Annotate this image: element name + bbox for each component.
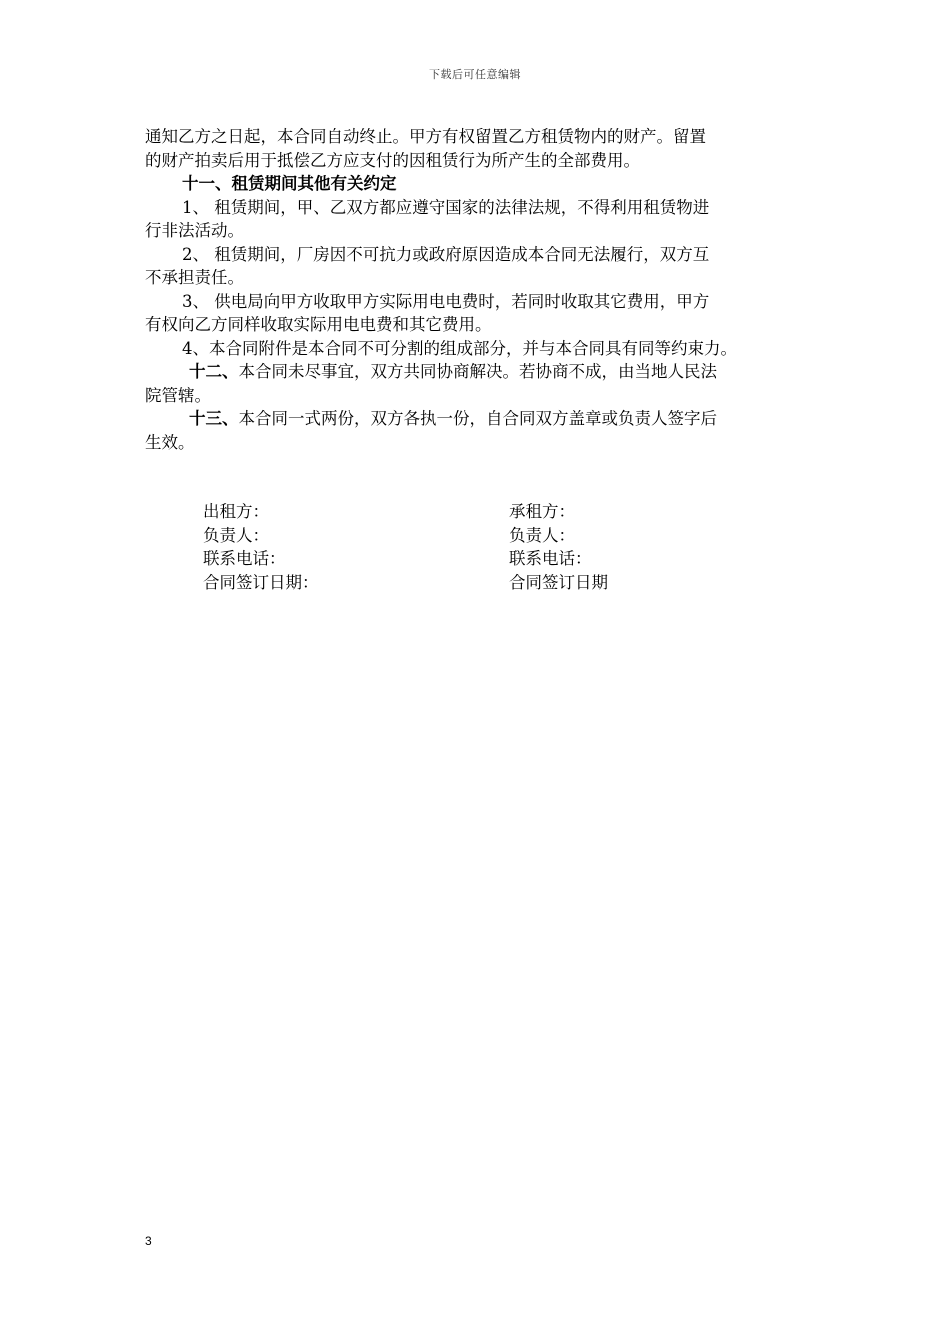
lessee-person-label: 负责人： — [509, 525, 575, 545]
lessor-phone-label: 联系电话： — [203, 549, 286, 568]
page-header-note: 下载后可任意编辑 — [429, 68, 521, 81]
section-13-text: 本合同一式两份，双方各执一份，自合同双方盖章或负责人签字后 — [238, 409, 717, 428]
section-13-line-2: 生效。 — [145, 432, 195, 452]
contract-body — [145, 125, 810, 454]
lessor-party-label: 出租方： — [203, 502, 269, 521]
item-3-line-1: 3、 供电局向甲方收取甲方实际用电电费时，若同时收取其它费用，甲方 — [182, 291, 710, 311]
item-1-line-1: 1、 租赁期间，甲、乙双方都应遵守国家的法律法规，不得利用租赁物进 — [182, 197, 710, 217]
section-11-heading: 十一、租赁期间其他有关约定 — [182, 174, 397, 193]
paragraph-line: 通知乙方之日起，本合同自动终止。甲方有权留置乙方租赁物内的财产。留置 — [145, 127, 706, 146]
lessee-date-label: 合同签订日期 — [509, 572, 608, 592]
section-12-line-1 — [145, 360, 810, 384]
lessee-phone-label: 联系电话： — [509, 549, 592, 568]
lessor-signature-column — [203, 500, 319, 594]
item-4-line-1: 4、本合同附件是本合同不可分割的组成部分，并与本合同具有同等约束力。 — [182, 338, 737, 358]
lessor-date-label: 合同签订日期： — [203, 572, 319, 592]
lessee-signature-column — [509, 500, 608, 594]
section-12-label: 十二、 — [189, 362, 239, 381]
section-12-line-2: 院管辖。 — [145, 385, 211, 405]
section-13-line-1 — [145, 407, 810, 431]
page-number: 3 — [145, 1234, 152, 1248]
lessor-person-label: 负责人： — [203, 525, 269, 545]
item-2-line-1: 2、 租赁期间，厂房因不可抗力或政府原因造成本合同无法履行，双方互 — [182, 244, 710, 264]
lessee-party-label: 承租方： — [509, 502, 575, 521]
paragraph-line: 的财产拍卖后用于抵偿乙方应支付的因租赁行为所产生的全部费用。 — [145, 150, 640, 170]
item-1-line-2: 行非法活动。 — [145, 221, 244, 240]
section-12-text: 本合同未尽事宜，双方共同协商解决。若协商不成，由当地人民法 — [238, 362, 717, 381]
item-3-line-2: 有权向乙方同样收取实际用电电费和其它费用。 — [145, 315, 492, 334]
item-2-line-2: 不承担责任。 — [145, 268, 244, 287]
section-13-label: 十三、 — [189, 409, 239, 428]
